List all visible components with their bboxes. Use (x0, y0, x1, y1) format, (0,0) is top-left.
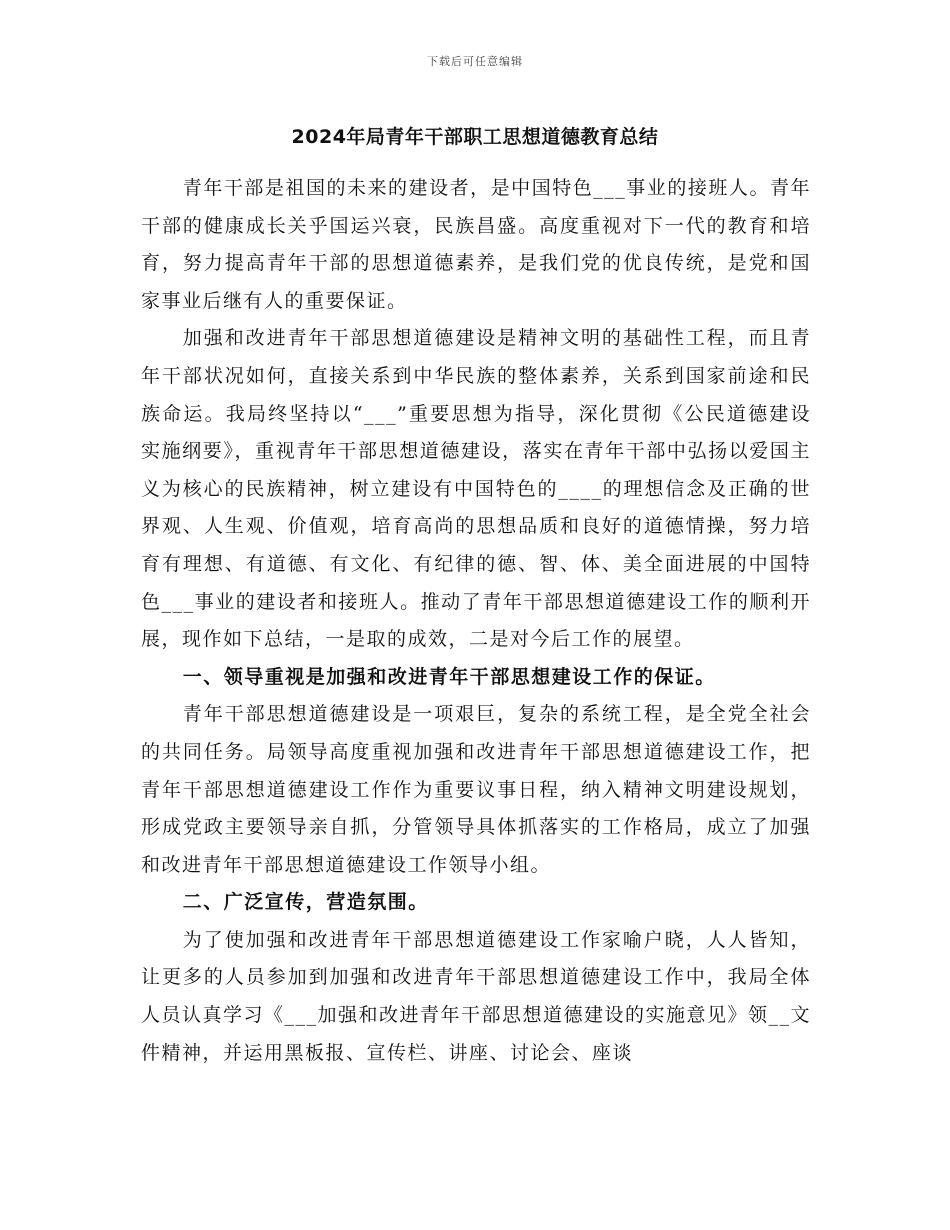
paragraph-section-2: 为了使加强和改进青年干部思想道德建设工作家喻户晓，人人皆知，让更多的人员参加到加强和改进青年干部思想道德建设工作中，我局全体人员认真学习《___加强和改进青年干部思想道德建设的实施意见》领__文件精神，并运用黑板报、宣传栏、讲座、讨论会、座谈 (141, 928, 812, 1064)
document-title: 2024年局青年干部职工思想道德教育总结 (291, 126, 659, 148)
document-body (141, 170, 811, 1072)
paragraph-background: 加强和改进青年干部思想道德建设是精神文明的基础性工程，而且青年干部状况如何，直接关系到中华民族的整体素养，关系到国家前途和民族命运。我局终坚持以“___”重要思想为指导，深化贯彻《公民道德建设实施纲要》，重视青年干部思想道德建设，落实在青年干部中弘扬以爱国主义为核心的民族精神，树立建设有中国特色的____的理想信念及正确的世界观、人生观、价值观，培育高尚的思想品质和良好的道德情操，努力培育有理想、有道德、有文化、有纪律的德、智、体、美全面进展的中国特色___事业的建设者和接班人。推动了青年干部思想道德建设工作的顺利开展，现作如下总结，一是取的成效，二是对今后工作的展望。 (141, 327, 811, 651)
page-header-note: 下载后可任意编辑 (427, 55, 523, 68)
section-heading-2: 二、广泛宣传，营造氛围。 (182, 891, 429, 914)
paragraph-section-1: 青年干部思想道德建设是一项艰巨，复杂的系统工程，是全党全社会的共同任务。局领导高度重视加强和改进青年干部思想道德建设工作，把青年干部思想道德建设工作作为重要议事日程，纳入精神文明建设规划，形成党政主要领导亲自抓，分管领导具体抓落实的工作格局，成立了加强和改进青年干部思想道德建设工作领导小组。 (141, 703, 811, 876)
paragraph-intro: 青年干部是祖国的未来的建设者，是中国特色___事业的接班人。青年干部的健康成长关乎国运兴衰，民族昌盛。高度重视对下一代的教育和培育，努力提高青年干部的思想道德素养，是我们党的优良传统，是党和国家事业后继有人的重要保证。 (141, 177, 811, 312)
section-heading-1: 一、领导重视是加强和改进青年干部思想建设工作的保证。 (182, 665, 716, 688)
